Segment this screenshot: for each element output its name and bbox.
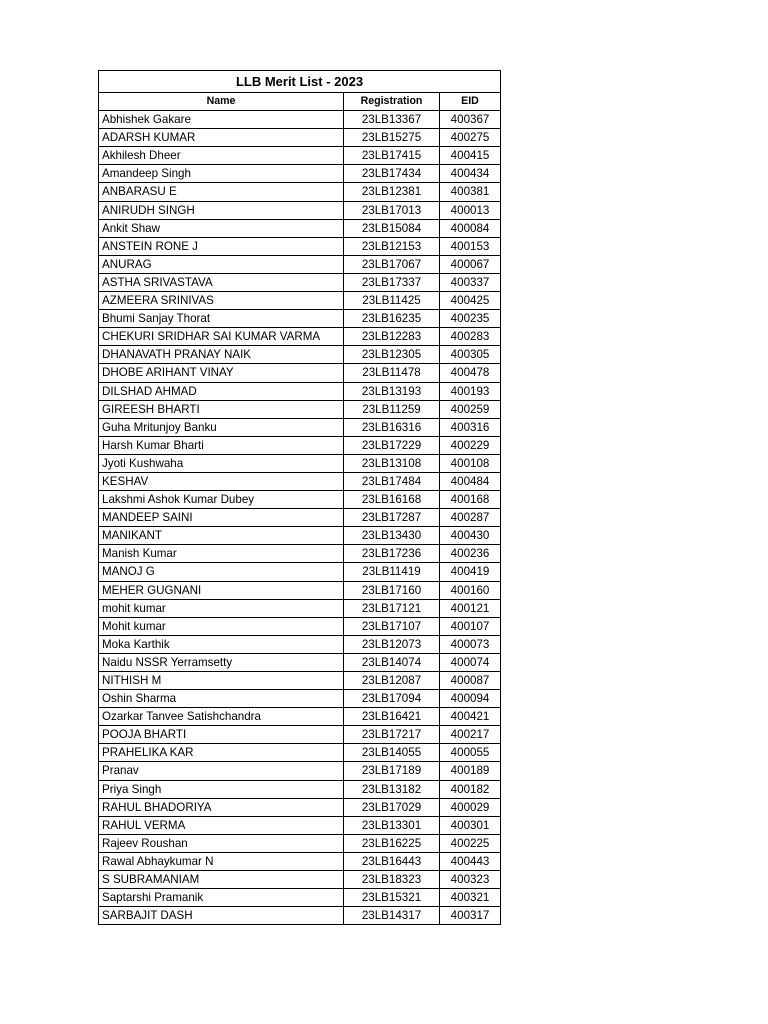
- eid-cell: 400381: [440, 183, 501, 201]
- name-cell: ANURAG: [99, 255, 344, 273]
- name-cell: Jyoti Kushwaha: [99, 454, 344, 472]
- table-row: [99, 219, 501, 237]
- name-cell: Ozarkar Tanvee Satishchandra: [99, 708, 344, 726]
- table-row: [99, 617, 501, 635]
- registration-cell: 23LB17217: [344, 726, 440, 744]
- registration-cell: 23LB17107: [344, 617, 440, 635]
- name-cell: RAHUL VERMA: [99, 816, 344, 834]
- registration-cell: 23LB13108: [344, 454, 440, 472]
- registration-cell: 23LB12381: [344, 183, 440, 201]
- name-cell: mohit kumar: [99, 599, 344, 617]
- registration-cell: 23LB17236: [344, 545, 440, 563]
- eid-cell: 400107: [440, 617, 501, 635]
- eid-cell: 400337: [440, 273, 501, 291]
- name-cell: Abhishek Gakare: [99, 111, 344, 129]
- name-cell: Guha Mritunjoy Banku: [99, 418, 344, 436]
- registration-cell: 23LB15275: [344, 129, 440, 147]
- eid-cell: 400305: [440, 346, 501, 364]
- name-cell: ANIRUDH SINGH: [99, 201, 344, 219]
- table-row: [99, 454, 501, 472]
- name-cell: Rawal Abhaykumar N: [99, 852, 344, 870]
- eid-cell: 400430: [440, 527, 501, 545]
- table-row: [99, 183, 501, 201]
- table-row: [99, 111, 501, 129]
- registration-cell: 23LB17287: [344, 509, 440, 527]
- eid-cell: 400317: [440, 907, 501, 925]
- table-row: [99, 635, 501, 653]
- eid-cell: 400443: [440, 852, 501, 870]
- table-row: [99, 292, 501, 310]
- name-cell: Mohit kumar: [99, 617, 344, 635]
- registration-cell: 23LB13193: [344, 382, 440, 400]
- eid-cell: 400484: [440, 472, 501, 490]
- name-cell: DILSHAD AHMAD: [99, 382, 344, 400]
- table-row: [99, 418, 501, 436]
- eid-cell: 400225: [440, 834, 501, 852]
- registration-cell: 23LB16316: [344, 418, 440, 436]
- eid-cell: 400323: [440, 871, 501, 889]
- registration-cell: 23LB13430: [344, 527, 440, 545]
- registration-cell: 23LB12073: [344, 635, 440, 653]
- eid-cell: 400160: [440, 581, 501, 599]
- table-row: [99, 509, 501, 527]
- eid-cell: 400153: [440, 237, 501, 255]
- name-cell: GIREESH BHARTI: [99, 400, 344, 418]
- table-row: [99, 708, 501, 726]
- table-row: [99, 273, 501, 291]
- eid-cell: 400084: [440, 219, 501, 237]
- registration-cell: 23LB14055: [344, 744, 440, 762]
- table-row: [99, 129, 501, 147]
- name-cell: RAHUL BHADORIYA: [99, 798, 344, 816]
- table-row: [99, 491, 501, 509]
- name-cell: S SUBRAMANIAM: [99, 871, 344, 889]
- table-row: [99, 852, 501, 870]
- table-row: [99, 798, 501, 816]
- eid-cell: 400087: [440, 672, 501, 690]
- table-row: [99, 237, 501, 255]
- name-cell: MANDEEP SAINI: [99, 509, 344, 527]
- name-cell: Lakshmi Ashok Kumar Dubey: [99, 491, 344, 509]
- name-cell: Harsh Kumar Bharti: [99, 436, 344, 454]
- registration-cell: 23LB16443: [344, 852, 440, 870]
- header-row: [99, 93, 501, 111]
- eid-cell: 400193: [440, 382, 501, 400]
- name-cell: KESHAV: [99, 472, 344, 490]
- table-row: [99, 346, 501, 364]
- registration-cell: 23LB16235: [344, 310, 440, 328]
- table-row: [99, 581, 501, 599]
- eid-cell: 400108: [440, 454, 501, 472]
- registration-cell: 23LB11419: [344, 563, 440, 581]
- name-cell: Rajeev Roushan: [99, 834, 344, 852]
- name-cell: Priya Singh: [99, 780, 344, 798]
- table-row: [99, 563, 501, 581]
- eid-cell: 400287: [440, 509, 501, 527]
- eid-cell: 400121: [440, 599, 501, 617]
- eid-cell: 400013: [440, 201, 501, 219]
- column-header-registration: Registration: [344, 93, 440, 111]
- name-cell: Saptarshi Pramanik: [99, 889, 344, 907]
- registration-cell: 23LB14317: [344, 907, 440, 925]
- table-row: [99, 147, 501, 165]
- registration-cell: 23LB16168: [344, 491, 440, 509]
- eid-cell: 400235: [440, 310, 501, 328]
- eid-cell: 400229: [440, 436, 501, 454]
- table-row: [99, 165, 501, 183]
- title-row: [99, 71, 501, 93]
- table-row: [99, 889, 501, 907]
- eid-cell: 400421: [440, 708, 501, 726]
- eid-cell: 400415: [440, 147, 501, 165]
- table-row: [99, 907, 501, 925]
- name-cell: Bhumi Sanjay Thorat: [99, 310, 344, 328]
- table-row: [99, 310, 501, 328]
- name-cell: PRAHELIKA KAR: [99, 744, 344, 762]
- name-cell: Oshin Sharma: [99, 690, 344, 708]
- name-cell: CHEKURI SRIDHAR SAI KUMAR VARMA: [99, 328, 344, 346]
- eid-cell: 400301: [440, 816, 501, 834]
- eid-cell: 400478: [440, 364, 501, 382]
- eid-cell: 400074: [440, 653, 501, 671]
- registration-cell: 23LB12283: [344, 328, 440, 346]
- table-row: [99, 690, 501, 708]
- name-cell: Akhilesh Dheer: [99, 147, 344, 165]
- table-body: [99, 111, 501, 925]
- eid-cell: 400283: [440, 328, 501, 346]
- table-row: [99, 545, 501, 563]
- registration-cell: 23LB17029: [344, 798, 440, 816]
- registration-cell: 23LB13182: [344, 780, 440, 798]
- registration-cell: 23LB17229: [344, 436, 440, 454]
- registration-cell: 23LB14074: [344, 653, 440, 671]
- table-row: [99, 400, 501, 418]
- registration-cell: 23LB18323: [344, 871, 440, 889]
- merit-list-table: [98, 70, 501, 925]
- registration-cell: 23LB17434: [344, 165, 440, 183]
- registration-cell: 23LB17160: [344, 581, 440, 599]
- eid-cell: 400425: [440, 292, 501, 310]
- eid-cell: 400316: [440, 418, 501, 436]
- eid-cell: 400217: [440, 726, 501, 744]
- eid-cell: 400321: [440, 889, 501, 907]
- registration-cell: 23LB16421: [344, 708, 440, 726]
- registration-cell: 23LB12153: [344, 237, 440, 255]
- name-cell: Ankit Shaw: [99, 219, 344, 237]
- registration-cell: 23LB17121: [344, 599, 440, 617]
- name-cell: NITHISH M: [99, 672, 344, 690]
- name-cell: Naidu NSSR Yerramsetty: [99, 653, 344, 671]
- registration-cell: 23LB17415: [344, 147, 440, 165]
- name-cell: DHANAVATH PRANAY NAIK: [99, 346, 344, 364]
- table-row: [99, 672, 501, 690]
- name-cell: Pranav: [99, 762, 344, 780]
- table-row: [99, 871, 501, 889]
- table-row: [99, 744, 501, 762]
- registration-cell: 23LB15321: [344, 889, 440, 907]
- name-cell: ASTHA SRIVASTAVA: [99, 273, 344, 291]
- registration-cell: 23LB15084: [344, 219, 440, 237]
- column-header-name: Name: [99, 93, 344, 111]
- eid-cell: 400189: [440, 762, 501, 780]
- table-row: [99, 527, 501, 545]
- table-title: LLB Merit List - 2023: [99, 71, 501, 93]
- table-row: [99, 201, 501, 219]
- eid-cell: 400168: [440, 491, 501, 509]
- registration-cell: 23LB12305: [344, 346, 440, 364]
- registration-cell: 23LB17337: [344, 273, 440, 291]
- table-row: [99, 382, 501, 400]
- table-row: [99, 436, 501, 454]
- registration-cell: 23LB11425: [344, 292, 440, 310]
- eid-cell: 400055: [440, 744, 501, 762]
- registration-cell: 23LB13301: [344, 816, 440, 834]
- name-cell: MANIKANT: [99, 527, 344, 545]
- name-cell: Manish Kumar: [99, 545, 344, 563]
- column-header-eid: EID: [440, 93, 501, 111]
- eid-cell: 400434: [440, 165, 501, 183]
- eid-cell: 400419: [440, 563, 501, 581]
- table-row: [99, 816, 501, 834]
- name-cell: Amandeep Singh: [99, 165, 344, 183]
- eid-cell: 400236: [440, 545, 501, 563]
- eid-cell: 400073: [440, 635, 501, 653]
- name-cell: ADARSH KUMAR: [99, 129, 344, 147]
- name-cell: ANBARASU E: [99, 183, 344, 201]
- registration-cell: 23LB17484: [344, 472, 440, 490]
- registration-cell: 23LB17189: [344, 762, 440, 780]
- eid-cell: 400067: [440, 255, 501, 273]
- name-cell: MEHER GUGNANI: [99, 581, 344, 599]
- eid-cell: 400367: [440, 111, 501, 129]
- registration-cell: 23LB11478: [344, 364, 440, 382]
- name-cell: ANSTEIN RONE J: [99, 237, 344, 255]
- registration-cell: 23LB13367: [344, 111, 440, 129]
- eid-cell: 400029: [440, 798, 501, 816]
- name-cell: Moka Karthik: [99, 635, 344, 653]
- eid-cell: 400275: [440, 129, 501, 147]
- registration-cell: 23LB17067: [344, 255, 440, 273]
- registration-cell: 23LB12087: [344, 672, 440, 690]
- table-row: [99, 328, 501, 346]
- name-cell: MANOJ G: [99, 563, 344, 581]
- registration-cell: 23LB16225: [344, 834, 440, 852]
- table-row: [99, 762, 501, 780]
- eid-cell: 400094: [440, 690, 501, 708]
- table-row: [99, 834, 501, 852]
- table-row: [99, 364, 501, 382]
- name-cell: POOJA BHARTI: [99, 726, 344, 744]
- name-cell: DHOBE ARIHANT VINAY: [99, 364, 344, 382]
- table-row: [99, 472, 501, 490]
- registration-cell: 23LB11259: [344, 400, 440, 418]
- table-row: [99, 726, 501, 744]
- registration-cell: 23LB17094: [344, 690, 440, 708]
- name-cell: AZMEERA SRINIVAS: [99, 292, 344, 310]
- merit-list-sheet: [98, 70, 500, 925]
- table-row: [99, 255, 501, 273]
- eid-cell: 400259: [440, 400, 501, 418]
- eid-cell: 400182: [440, 780, 501, 798]
- registration-cell: 23LB17013: [344, 201, 440, 219]
- name-cell: SARBAJIT DASH: [99, 907, 344, 925]
- table-row: [99, 599, 501, 617]
- table-row: [99, 653, 501, 671]
- table-row: [99, 780, 501, 798]
